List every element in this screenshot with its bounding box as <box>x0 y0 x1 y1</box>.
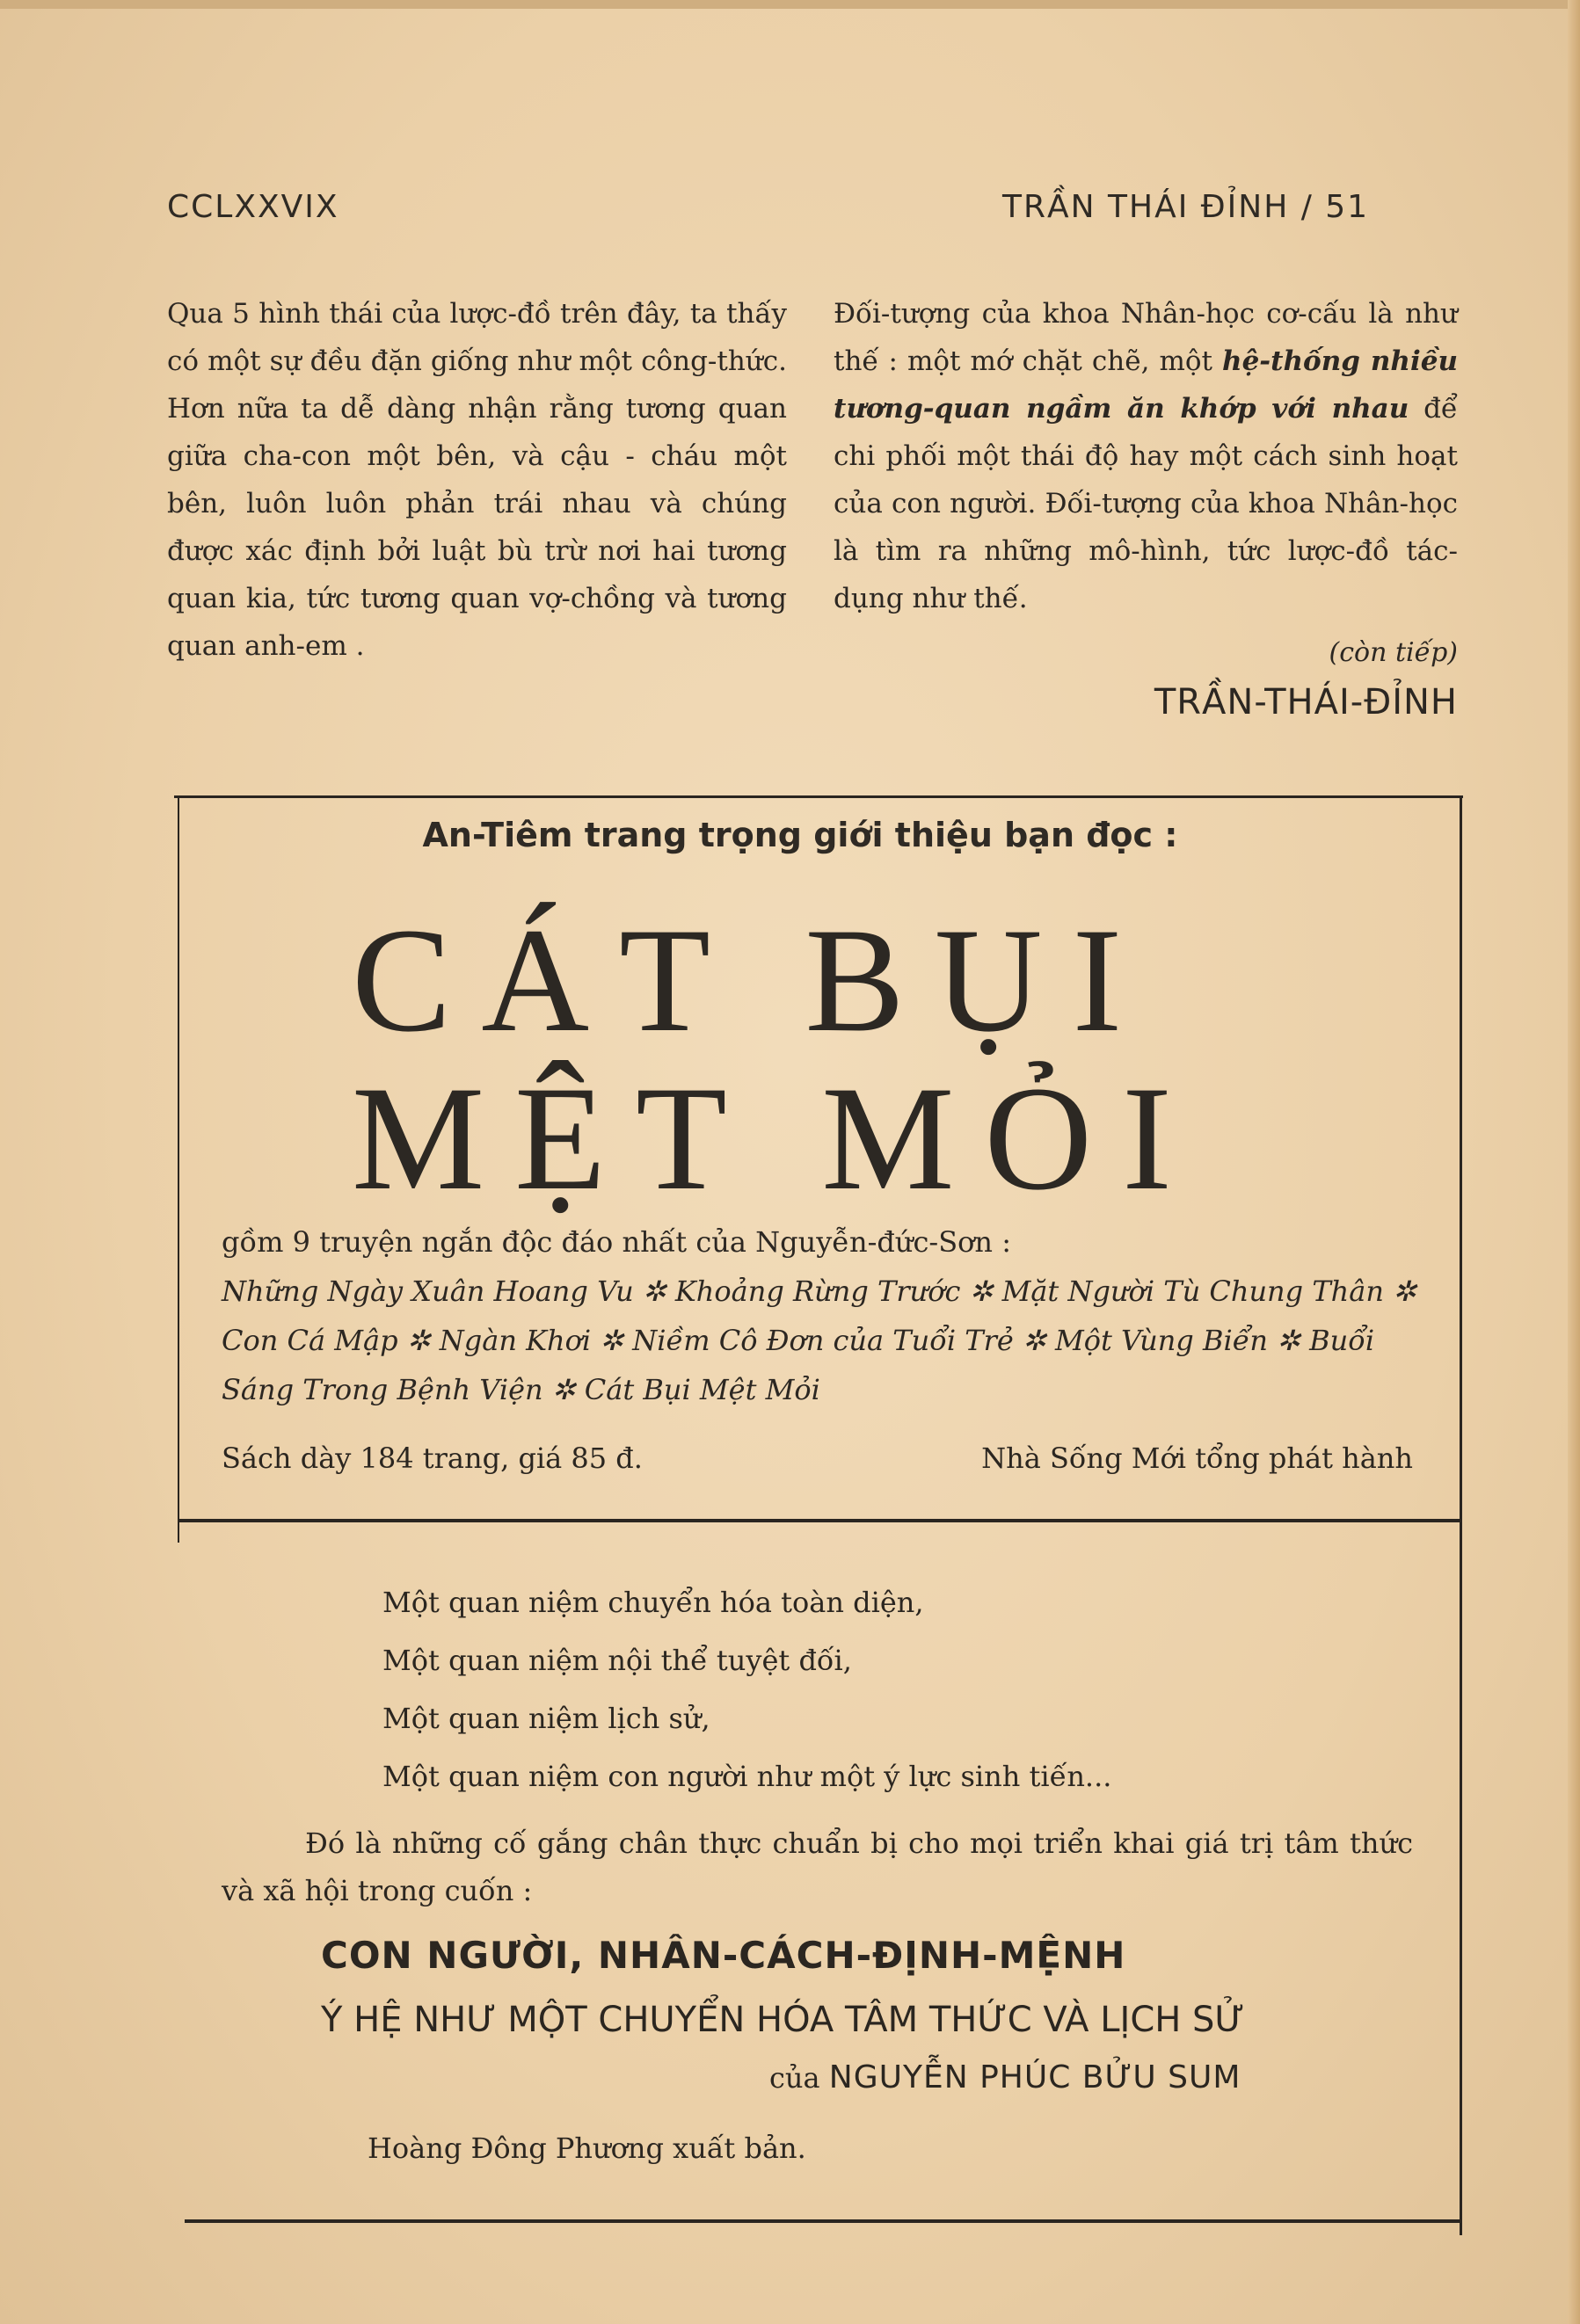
ad-right-rule <box>1460 795 1462 2235</box>
ad1-top-rule <box>174 795 1463 798</box>
article-column-left <box>167 290 787 670</box>
story-list: Những Ngày Xuân Hoang Vu ✲ Khoảng Rừng Trước ✲ Mặt Người Tù Chung Thân ✲ Con Cá Mập ✲ Ngàn Khơi ✲ Niềm Cô Đơn của Tuổi Trẻ ✲ Một Vùng Biển ✲ Buổi Sáng Trong Bệnh Viện ✲ Cát Bụi Mệt Mỏi <box>222 1275 1416 1406</box>
ad2-concepts <box>382 1573 1111 1805</box>
article-right-italic: hệ-thống nhiều tương-quan ngầm ăn khớp với nhau <box>834 345 1458 425</box>
continued-note: (còn tiếp) <box>1329 637 1458 668</box>
concept-line: Một quan niệm nội thể tuyệt đối, <box>382 1644 852 1677</box>
ad-left-rule <box>178 795 179 1543</box>
ad1-description <box>222 1217 1417 1414</box>
book-title-line2: MỆT MỎI <box>352 1056 1202 1221</box>
book2-subtitle: Ý HỆ NHƯ MỘT CHUYỂN HÓA TÂM THỨC VÀ LỊCH SỬ <box>321 2000 1245 2040</box>
concept-line: Một quan niệm con người như một ý lực sinh tiến... <box>382 1760 1112 1793</box>
book2-author: NGUYỄN PHÚC BỬU SUM <box>828 2059 1241 2095</box>
author-signature: TRẦN-THÁI-ĐỈNH <box>1154 682 1458 723</box>
byline-prefix: của <box>769 2061 820 2095</box>
page-edge-top <box>0 0 1580 9</box>
book2-publisher: Hoàng Đông Phương xuất bản. <box>368 2132 806 2165</box>
ad2-bottom-rule <box>185 2219 1461 2223</box>
book2-byline <box>769 2059 1241 2095</box>
distributor: Nhà Sống Mới tổng phát hành <box>981 1442 1413 1475</box>
ad-divider-rule <box>178 1519 1461 1522</box>
article-right-part2: để chi phối một thái độ hay một cách sinh hoạt của con người. Đối-tượng của khoa Nhân-học là tìm ra những mô-hình, tức lược-đồ tác-dụng như thế. <box>834 393 1458 614</box>
running-head-left: CCLXXVIX <box>167 189 339 225</box>
ad1-intro: An-Tiêm trang trọng giới thiệu bạn đọc : <box>422 816 1178 854</box>
running-head-right: TRẦN THÁI ĐỈNH / 51 <box>1002 189 1370 225</box>
page-edge-right <box>1568 0 1580 2324</box>
article-right-part1: Đối-tượng của khoa Nhân-học cơ-cấu là như thế : một mớ chặt chẽ, một <box>834 298 1458 377</box>
article-paragraph-left: Qua 5 hình thái của lược-đồ trên đây, ta thấy có một sự đều đặn giống như một công-thức. Hơn nữa ta dễ dàng nhận rằng tương quan giữa cha-con một bên, và cậu - cháu một bên, luôn luôn phản trái nhau và chúng được xác định bởi luật bù trừ nơi hai tương quan kia, tức tương quan vợ-chồng và tương quan anh-em . <box>167 298 787 662</box>
concept-line: Một quan niệm lịch sử, <box>382 1702 710 1735</box>
ad2-paragraph: Đó là những cố gắng chân thực chuẩn bị cho mọi triển khai giá trị tâm thức và xã hội trong cuốn : <box>222 1827 1413 1907</box>
ad1-footer <box>222 1442 1413 1475</box>
book-price: Sách dày 184 trang, giá 85 đ. <box>222 1442 643 1475</box>
ad1-summary: gồm 9 truyện ngắn độc đáo nhất của Nguyễn-đức-Sơn : <box>222 1225 1011 1259</box>
article-column-right <box>834 290 1458 726</box>
concept-line: Một quan niệm chuyển hóa toàn diện, <box>382 1586 924 1619</box>
book-title-line1: CÁT BỤI <box>352 897 1153 1063</box>
article-paragraph-right <box>834 290 1458 622</box>
book2-title: CON NGƯỜI, NHÂN-CÁCH-ĐỊNH-MỆNH <box>321 1934 1126 1977</box>
